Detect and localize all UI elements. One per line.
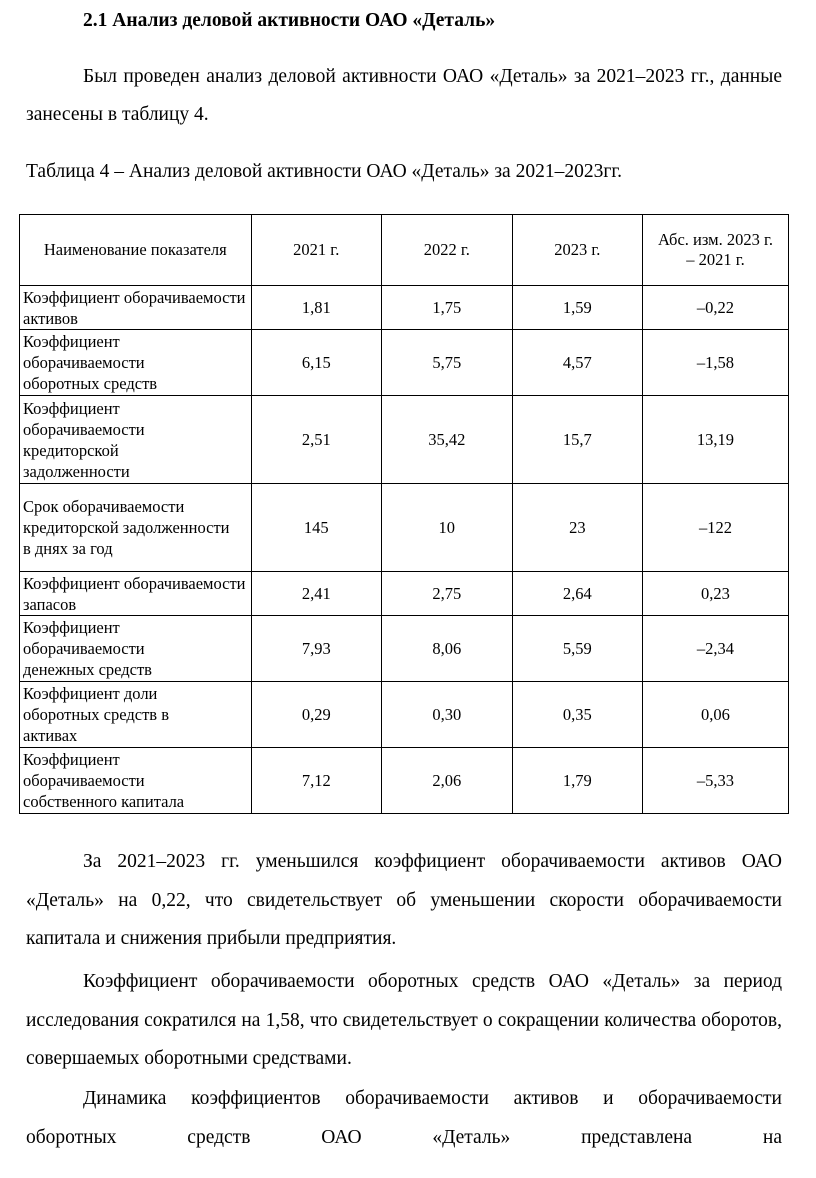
value-2021: 0,29 (251, 682, 381, 748)
value-change: –2,34 (642, 616, 788, 682)
value-2022: 35,42 (381, 396, 512, 484)
paragraph-4 (26, 1080, 782, 1157)
table-row (20, 748, 789, 814)
header-indicator: Наименование показателя (20, 215, 252, 286)
value-change: 0,06 (642, 682, 788, 748)
value-change: –1,58 (642, 330, 788, 396)
header-abs-change: Абс. изм. 2023 г. – 2021 г. (642, 215, 788, 286)
value-2022: 2,75 (381, 572, 512, 616)
value-2023: 1,79 (512, 748, 642, 814)
value-2022: 2,06 (381, 748, 512, 814)
indicator-name: Коэффициент оборачиваемости собственного капитала (20, 748, 252, 814)
paragraph-3-text: Коэффициент оборачиваемости оборотных средств ОАО «Деталь» за период исследования сократился на 1,58, что свидетельствует о сокращении количества оборотов, совершаемых оборотными средствами. (26, 971, 782, 1069)
value-2021: 2,41 (251, 572, 381, 616)
table-row (20, 484, 789, 572)
indicator-name: Коэффициент оборачиваемости активов (20, 286, 252, 330)
value-2021: 7,12 (251, 748, 381, 814)
value-2023: 5,59 (512, 616, 642, 682)
value-2021: 145 (251, 484, 381, 572)
intro-paragraph-text: Был проведен анализ деловой активности ОАО «Деталь» за 2021–2023 гг., данные занесены в таблицу 4. (26, 66, 782, 125)
paragraph-4-text: Динамика коэффициентов оборачиваемости активов и оборачиваемости оборотных средств ОАО «Деталь» представлена на (26, 1088, 782, 1148)
section-heading: 2.1 Анализ деловой активности ОАО «Деталь» (83, 10, 496, 31)
value-2022: 10 (381, 484, 512, 572)
value-change: –5,33 (642, 748, 788, 814)
header-2023: 2023 г. (512, 215, 642, 286)
table-row (20, 616, 789, 682)
indicator-name: Коэффициент оборачиваемости оборотных средств (20, 330, 252, 396)
value-change: 0,23 (642, 572, 788, 616)
value-change: 13,19 (642, 396, 788, 484)
value-2023: 15,7 (512, 396, 642, 484)
indicator-name: Коэффициент оборачиваемости запасов (20, 572, 252, 616)
indicator-name: Коэффициент оборачиваемости денежных средств (20, 616, 252, 682)
table-caption: Таблица 4 – Анализ деловой активности ОАО «Деталь» за 2021–2023гг. (26, 161, 622, 182)
value-2021: 6,15 (251, 330, 381, 396)
value-2022: 0,30 (381, 682, 512, 748)
value-2022: 1,75 (381, 286, 512, 330)
table-row (20, 286, 789, 330)
table-header-row (20, 215, 789, 286)
value-change: –0,22 (642, 286, 788, 330)
value-2022: 5,75 (381, 330, 512, 396)
intro-paragraph (26, 58, 782, 134)
header-2021: 2021 г. (251, 215, 381, 286)
indicator-name: Срок оборачиваемости кредиторской задолженности в днях за год (20, 484, 252, 572)
indicator-name: Коэффициент доли оборотных средств в активах (20, 682, 252, 748)
value-2021: 1,81 (251, 286, 381, 330)
paragraph-3 (26, 963, 782, 1079)
value-2023: 0,35 (512, 682, 642, 748)
value-2022: 8,06 (381, 616, 512, 682)
value-change: –122 (642, 484, 788, 572)
value-2023: 4,57 (512, 330, 642, 396)
paragraph-2-text: За 2021–2023 гг. уменьшился коэффициент оборачиваемости активов ОАО «Деталь» на 0,22, что свидетельствует об уменьшении скорости оборачиваемости капитала и снижения прибыли предприятия. (26, 851, 782, 949)
table-row (20, 330, 789, 396)
value-2023: 1,59 (512, 286, 642, 330)
value-2021: 7,93 (251, 616, 381, 682)
indicator-name: Коэффициент оборачиваемости кредиторской задолженности (20, 396, 252, 484)
value-2023: 23 (512, 484, 642, 572)
table-row (20, 572, 789, 616)
value-2023: 2,64 (512, 572, 642, 616)
table-row (20, 682, 789, 748)
table-row (20, 396, 789, 484)
paragraph-2 (26, 843, 782, 959)
activity-table (19, 214, 789, 814)
value-2021: 2,51 (251, 396, 381, 484)
header-2022: 2022 г. (381, 215, 512, 286)
